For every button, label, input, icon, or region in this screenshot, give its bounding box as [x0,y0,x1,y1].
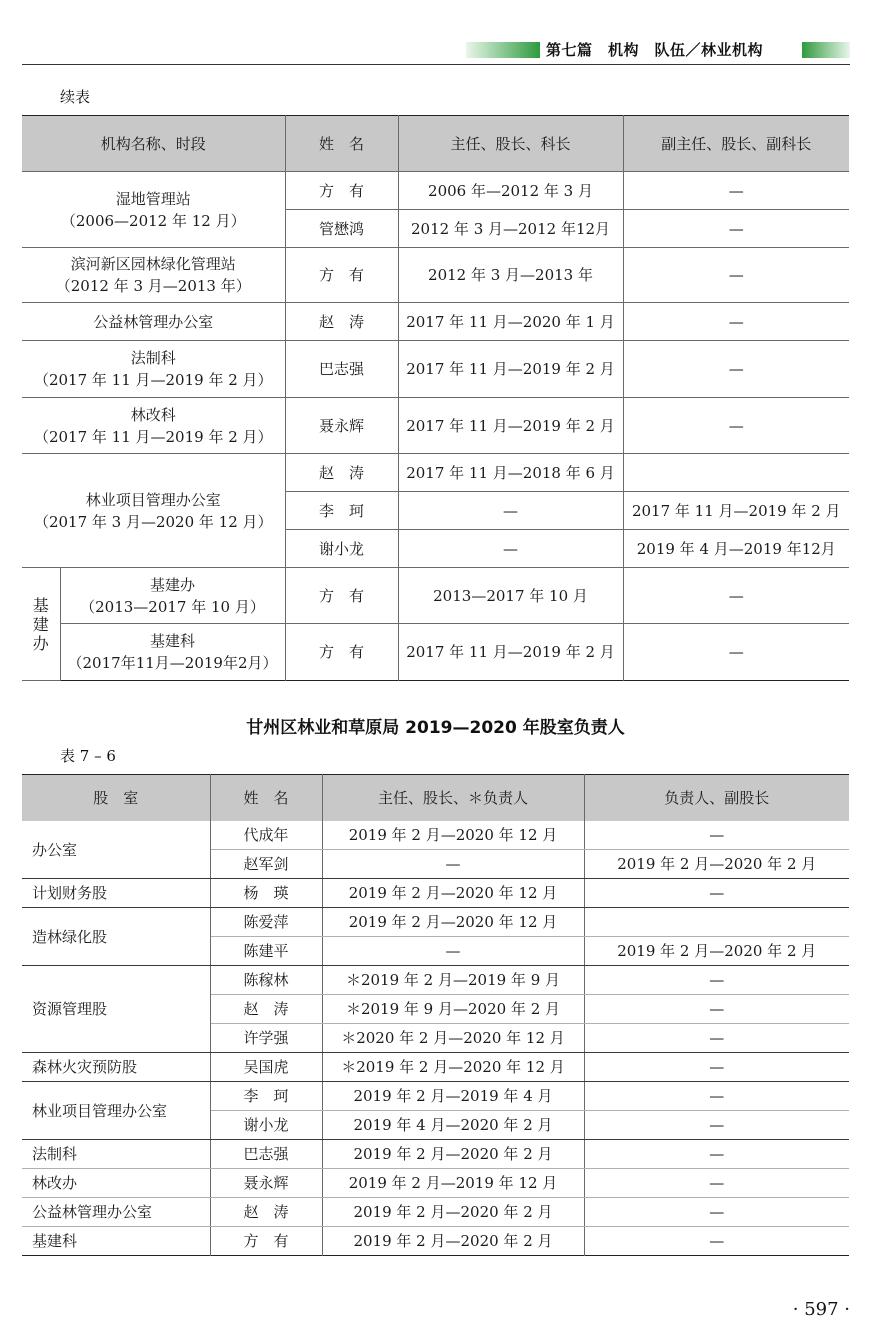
name-cell: 赵 涛 [285,454,398,492]
director-cell: ＊2019 年 2 月—2020 年 12 月 [322,1053,584,1082]
deputy-cell: — [584,879,849,908]
deputy-cell [623,454,849,492]
table2-header-director: 主任、股长、＊负责人 [322,775,584,822]
name-cell: 方 有 [285,172,398,210]
header-decor-bar-left [466,42,540,58]
director-cell: ＊2019 年 2 月—2019 年 9 月 [322,966,584,995]
director-cell: 2012 年 3 月—2013 年 [398,248,623,303]
director-cell: 2019 年 2 月—2020 年 2 月 [322,1227,584,1256]
table-row [22,341,849,398]
dept-cell: 资源管理股 [22,966,210,1053]
table-row [22,1198,849,1227]
table1-header-org: 机构名称、时段 [22,116,285,172]
table2-caption: 表 7 – 6 [60,747,116,765]
name-cell: 陈稼林 [210,966,322,995]
table1-continued [22,115,849,681]
table-row [22,454,849,492]
table-row [22,303,849,341]
director-cell: 2017 年 11 月—2019 年 2 月 [398,341,623,398]
deputy-cell: — [584,1227,849,1256]
dept-cell: 林业项目管理办公室 [22,1082,210,1140]
director-cell: — [322,937,584,966]
director-cell: 2019 年 2 月—2020 年 2 月 [322,1140,584,1169]
name-cell: 聂永辉 [285,398,398,454]
director-cell: 2012 年 3 月—2012 年12月 [398,210,623,248]
org-cell: 基建科 （2017年11月—2019年2月） [60,624,285,681]
director-cell: — [398,492,623,530]
table-row [22,568,849,624]
org-cell: 林业项目管理办公室 （2017 年 3 月—2020 年 12 月） [22,454,285,568]
dept-cell: 计划财务股 [22,879,210,908]
dept-cell: 办公室 [22,821,210,879]
director-cell: — [322,850,584,879]
director-cell: 2019 年 2 月—2020 年 2 月 [322,1198,584,1227]
table2-header-deputy: 负责人、副股长 [584,775,849,822]
table1-header-name: 姓 名 [285,116,398,172]
director-cell: 2017 年 11 月—2019 年 2 月 [398,398,623,454]
table-row [22,248,849,303]
org-cell: 基建办 （2013—2017 年 10 月） [60,568,285,624]
dept-cell: 基建科 [22,1227,210,1256]
name-cell: 方 有 [285,248,398,303]
director-cell: 2019 年 2 月—2020 年 12 月 [322,821,584,850]
deputy-cell: — [584,966,849,995]
name-cell: 吴国虎 [210,1053,322,1082]
table-row [22,1082,849,1111]
director-cell: 2019 年 2 月—2019 年 12 月 [322,1169,584,1198]
name-cell: 赵军剑 [210,850,322,879]
director-cell: — [398,530,623,568]
name-cell: 赵 涛 [210,995,322,1024]
director-cell: ＊2019 年 9 月—2020 年 2 月 [322,995,584,1024]
name-cell: 方 有 [285,568,398,624]
name-cell: 管懋鸿 [285,210,398,248]
name-cell: 谢小龙 [285,530,398,568]
name-cell: 巴志强 [210,1140,322,1169]
director-cell: 2019 年 2 月—2019 年 4 月 [322,1082,584,1111]
table-row [22,821,849,850]
running-header [22,40,850,65]
director-cell: 2019 年 2 月—2020 年 12 月 [322,908,584,937]
table1-header-director: 主任、股长、科长 [398,116,623,172]
dept-cell: 造林绿化股 [22,908,210,966]
org-cell: 林改科 （2017 年 11 月—2019 年 2 月） [22,398,285,454]
table-row [22,908,849,937]
name-cell: 陈爱萍 [210,908,322,937]
org-cell: 法制科 （2017 年 11 月—2019 年 2 月） [22,341,285,398]
org-cell: 湿地管理站 （2006—2012 年 12 月） [22,172,285,248]
name-cell: 李 珂 [285,492,398,530]
deputy-cell: — [584,1082,849,1111]
table2-header-dept: 股 室 [22,775,210,822]
deputy-cell: — [584,1024,849,1053]
deputy-cell: — [584,1198,849,1227]
deputy-cell: — [623,568,849,624]
table-row [22,879,849,908]
name-cell: 赵 涛 [285,303,398,341]
director-cell: ＊2020 年 2 月—2020 年 12 月 [322,1024,584,1053]
name-cell: 方 有 [285,624,398,681]
director-cell: 2017 年 11 月—2019 年 2 月 [398,624,623,681]
table2-header-row [22,775,849,822]
name-cell: 许学强 [210,1024,322,1053]
deputy-cell: — [623,341,849,398]
deputy-cell: — [623,210,849,248]
name-cell: 谢小龙 [210,1111,322,1140]
deputy-cell: — [584,1111,849,1140]
deputy-cell: — [584,1140,849,1169]
dept-cell: 林改办 [22,1169,210,1198]
deputy-cell: 2019 年 2 月—2020 年 2 月 [584,850,849,879]
table1-header-deputy: 副主任、股长、副科长 [623,116,849,172]
table-row [22,624,849,681]
deputy-cell: 2017 年 11 月—2019 年 2 月 [623,492,849,530]
deputy-cell: — [623,303,849,341]
director-cell: 2019 年 2 月—2020 年 12 月 [322,879,584,908]
deputy-cell: — [584,821,849,850]
table2-department-heads [22,774,849,1256]
deputy-cell: 2019 年 2 月—2020 年 2 月 [584,937,849,966]
group-cell-vertical: 基 建 办 [22,568,60,681]
director-cell: 2006 年—2012 年 3 月 [398,172,623,210]
deputy-cell: — [623,248,849,303]
table-row [22,398,849,454]
name-cell: 聂永辉 [210,1169,322,1198]
name-cell: 李 珂 [210,1082,322,1111]
page-number: · 597 · [792,1299,850,1320]
table2-header-name: 姓 名 [210,775,322,822]
table-row [22,1140,849,1169]
deputy-cell [584,908,849,937]
table-row [22,1053,849,1082]
name-cell: 代成年 [210,821,322,850]
table1-header-row [22,116,849,172]
name-cell: 方 有 [210,1227,322,1256]
director-cell: 2013—2017 年 10 月 [398,568,623,624]
table-row [22,1169,849,1198]
deputy-cell: — [623,398,849,454]
dept-cell: 法制科 [22,1140,210,1169]
deputy-cell: 2019 年 4 月—2019 年12月 [623,530,849,568]
deputy-cell: — [623,172,849,210]
header-decor-bar-right [802,42,850,58]
deputy-cell: — [623,624,849,681]
deputy-cell: — [584,995,849,1024]
dept-cell: 公益林管理办公室 [22,1198,210,1227]
table-row [22,1227,849,1256]
director-cell: 2017 年 11 月—2018 年 6 月 [398,454,623,492]
table-row [22,172,849,210]
director-cell: 2017 年 11 月—2020 年 1 月 [398,303,623,341]
table2-title: 甘州区林业和草原局 2019—2020 年股室负责人 [246,718,625,738]
org-cell: 滨河新区园林绿化管理站 （2012 年 3 月—2013 年） [22,248,285,303]
running-header-title: 第七篇 机构 队伍／林业机构 [546,41,764,59]
name-cell: 陈建平 [210,937,322,966]
name-cell: 巴志强 [285,341,398,398]
director-cell: 2019 年 4 月—2020 年 2 月 [322,1111,584,1140]
deputy-cell: — [584,1169,849,1198]
name-cell: 赵 涛 [210,1198,322,1227]
dept-cell: 森林火灾预防股 [22,1053,210,1082]
name-cell: 杨 瑛 [210,879,322,908]
table1-caption: 续表 [60,88,91,106]
org-cell: 公益林管理办公室 [22,303,285,341]
deputy-cell: — [584,1053,849,1082]
table-row [22,966,849,995]
